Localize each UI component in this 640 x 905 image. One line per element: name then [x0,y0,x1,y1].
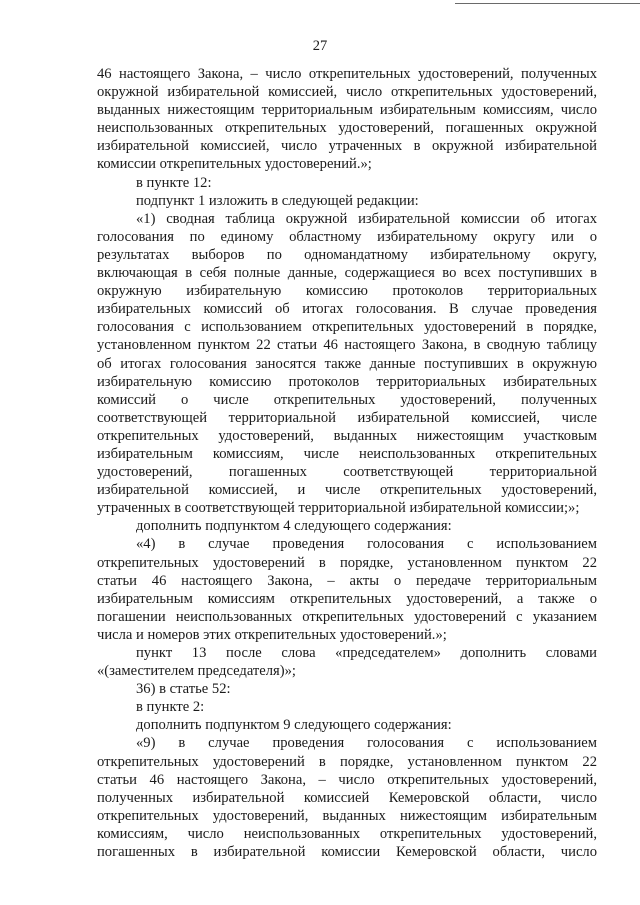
page-number: 27 [312,38,328,54]
text-line: неиспользованных открепительных удостоверений, погашенных окружной [97,120,597,137]
text-line: открепительных удостоверений в порядке, установленном пунктом 22 [97,753,597,770]
text-line: выданных нижестоящим территориальным избирательным комиссиям, число [97,102,597,119]
text-line: 46 настоящего Закона, – число открепительных удостоверений, полученных [97,66,597,82]
text-line: дополнить подпунктом 4 следующего содержания: [136,518,452,535]
text-line: в пункте 2: [136,699,205,716]
text-line: комиссии открепительных удостоверений.»; [97,156,372,173]
text-line: подпункт 1 изложить в следующей редакции: [136,192,419,209]
text-line: окружной избирательной комиссией, число открепительных удостоверений, [97,84,597,101]
text-line: «1) сводная таблица окружной избирательной комиссии об итогах [136,210,597,227]
text-line: избирательным комиссиям, числе неиспользованных открепительных [97,445,597,462]
text-line: избирательной комиссией, и числе открепительных удостоверений, [97,482,597,499]
text-line: установленном пунктом 22 статьи 46 настоящего Закона, в сводную таблицу [97,337,597,354]
text-line: статьи 46 настоящего Закона, – акты о передаче территориальным [97,572,597,589]
text-line: избирательным комиссиям открепительных удостоверений, а также о [97,590,597,607]
text-line: результатах выборов по одномандатному избирательному округу, [97,246,597,263]
text-line: «9) в случае проведения голосования с использованием [136,735,597,752]
text-line: открепительных удостоверений, выданных нижестоящим избирательным [97,807,597,824]
text-line: в пункте 12: [136,174,212,191]
text-line: удостоверений, погашенных соответствующей территориальной [97,464,597,481]
top-border-line [455,3,640,4]
text-line: погашении неиспользованных открепительных удостоверений с указанием [97,608,597,625]
text-line: соответствующей территориальной избирательной комиссией, числе [97,409,597,426]
text-line: комиссий о числе открепительных удостоверений, полученных [97,391,597,408]
text-line: включающая в себя полные данные, содержащиеся во всех поступивших в [97,265,597,282]
text-line: полученных избирательной комиссией Кемеровской области, число [97,789,597,806]
text-line: статьи 46 настоящего Закона, – число открепительных удостоверений, [97,771,597,788]
text-line: «(заместителем председателя)»; [97,663,296,680]
text-line: избирательной комиссией, число утраченных в окружной избирательной [97,138,597,155]
text-line: пункт 13 после слова «председателем» дополнить словами [136,645,597,661]
text-line: 36) в статье 52: [136,681,231,698]
text-line: погашенных в избирательной комиссии Кемеровской области, число [97,844,597,861]
text-line: голосования по единому областному избирательному округу или о [97,228,597,245]
text-line: окружную избирательную комиссию протоколов территориальных [97,283,597,300]
text-line: избирательных комиссий об итогах голосования. В случае проведения [97,301,597,318]
text-line: избирательную комиссию протоколов территориальных избирательных [97,373,597,390]
document-body [97,65,597,861]
text-line: комиссиям, число неиспользованных открепительных удостоверений, [97,825,597,842]
text-line: числа и номеров этих открепительных удостоверений.»; [97,626,447,643]
text-line: об итогах голосования заносятся также данные поступивших в окружную [97,355,597,372]
text-line: дополнить подпунктом 9 следующего содержания: [136,717,452,734]
text-line: открепительных удостоверений, выданных нижестоящим участковым [97,427,597,444]
text-line: голосования с использованием открепительных удостоверений в порядке, [97,319,597,336]
text-line: утраченных в соответствующей территориальной избирательной комиссии;»; [97,500,580,517]
text-line: «4) в случае проведения голосования с использованием [136,536,597,553]
text-line: открепительных удостоверений в порядке, установленном пунктом 22 [97,554,597,571]
